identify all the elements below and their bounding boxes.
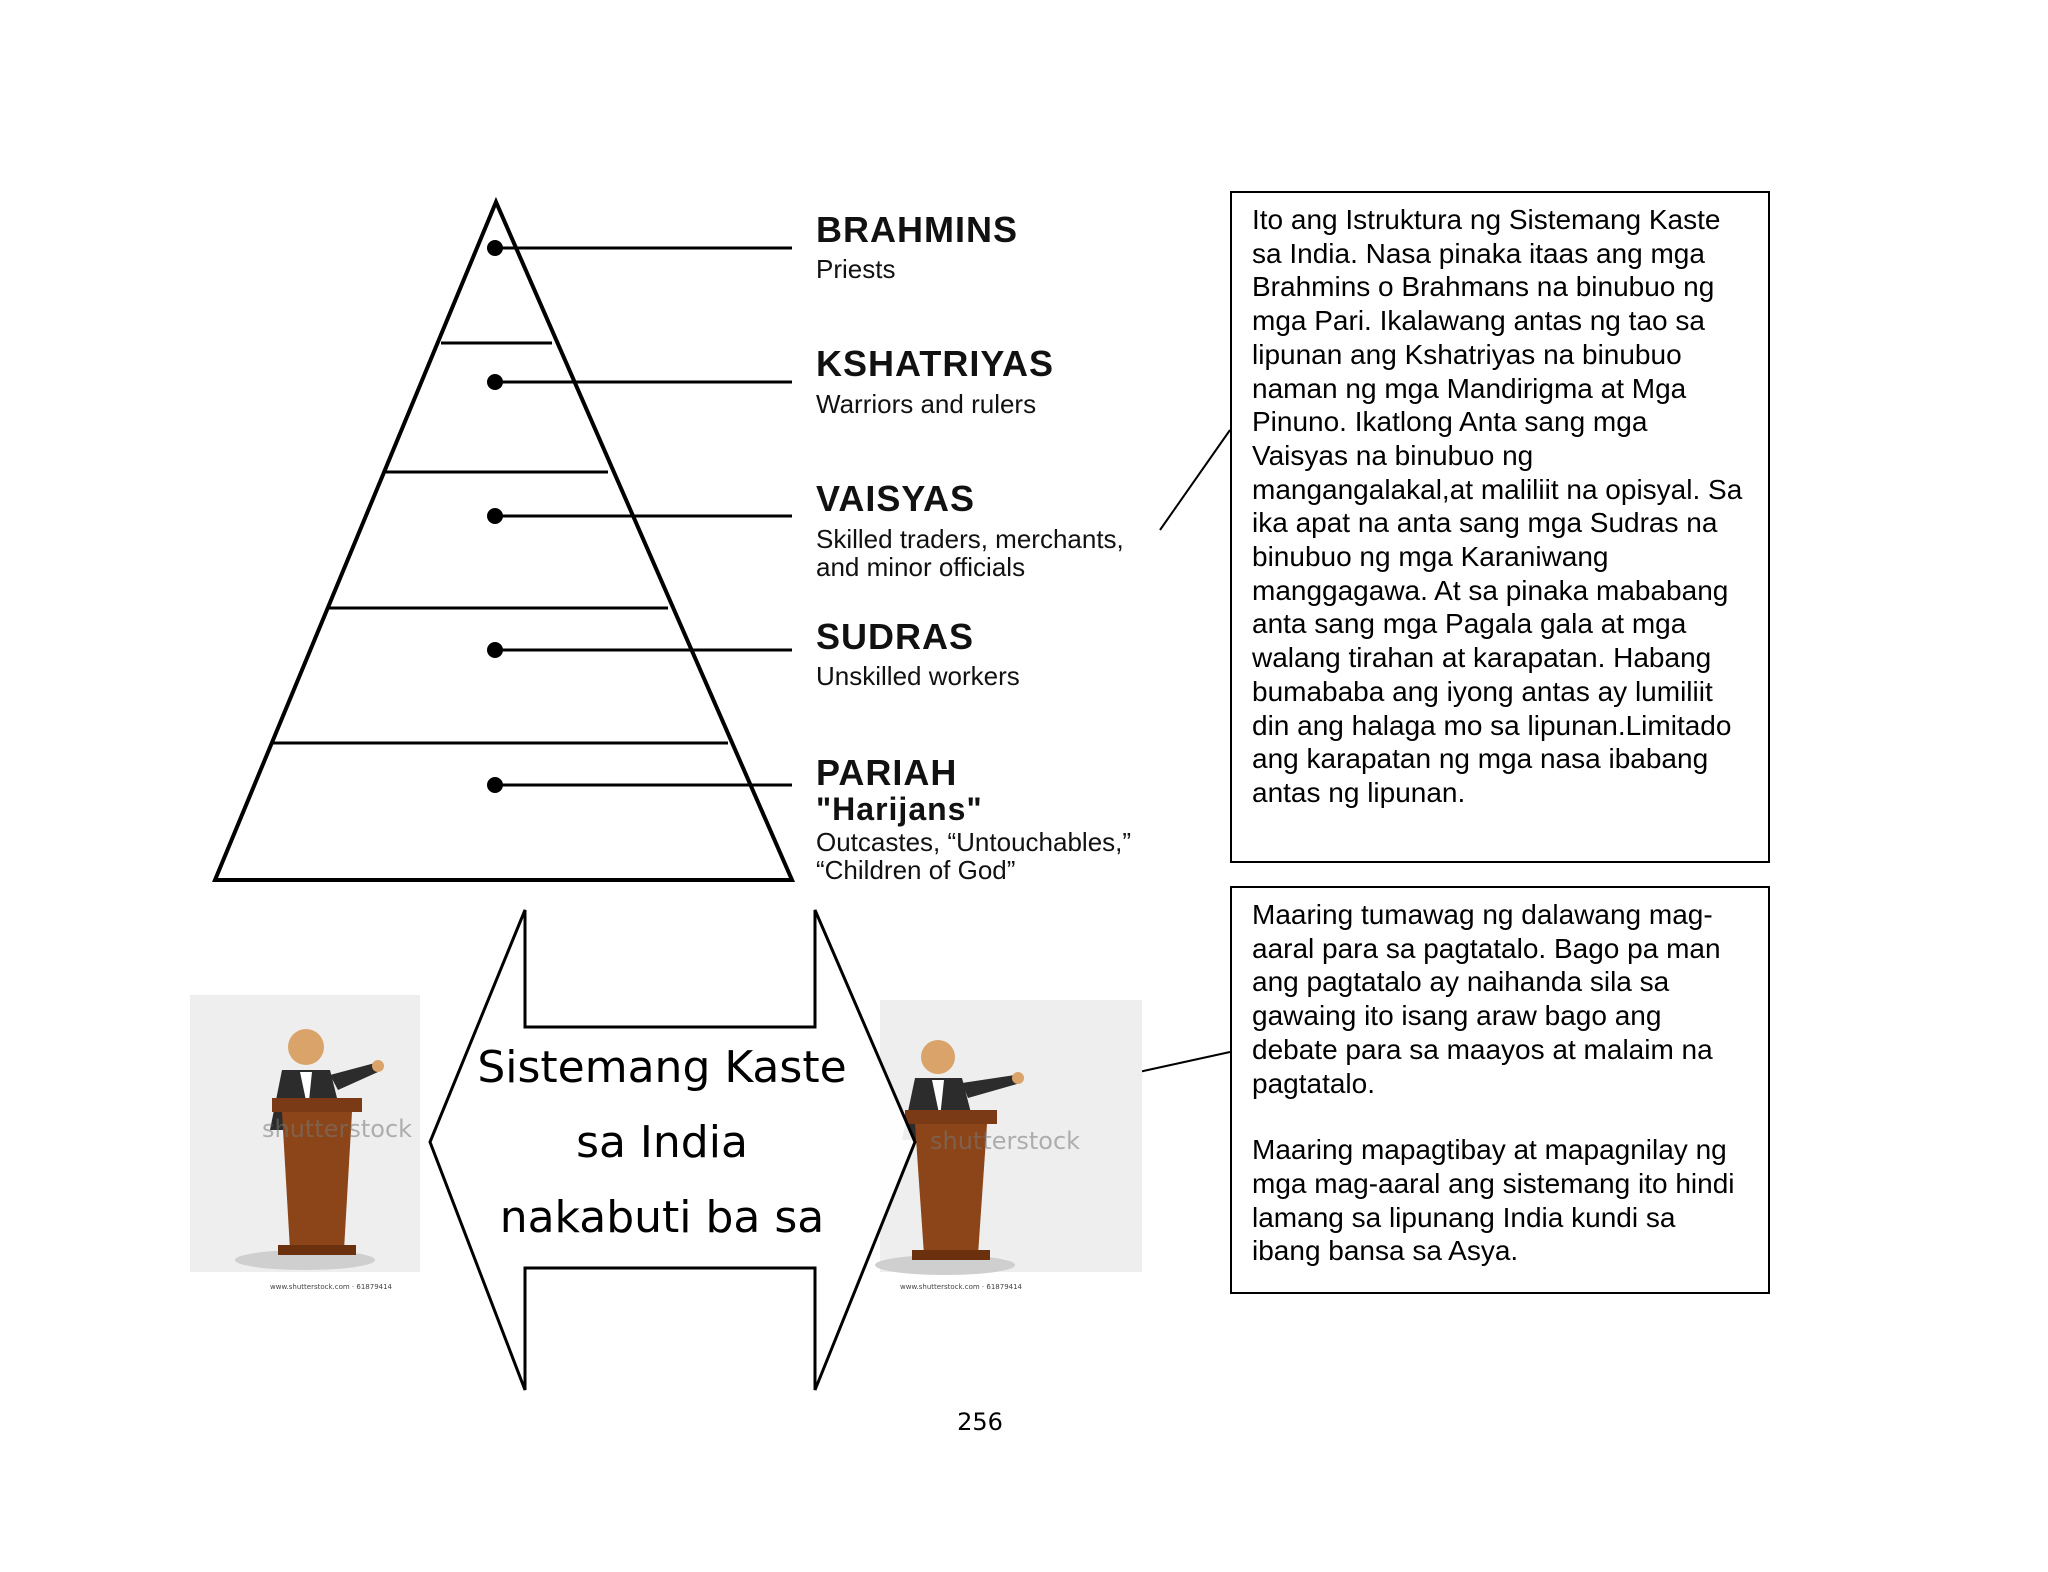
caste-alias-pariah: "Harijans" — [816, 791, 983, 827]
debate-instructions-box — [1230, 886, 1770, 1294]
speaker-left-watermark: shutterstock — [262, 1115, 413, 1143]
page-number: 256 — [957, 1408, 1003, 1436]
caste-description-vaisyas: Skilled traders, merchants, — [816, 524, 1124, 554]
explanation-text: Ito ang Istruktura ng Sistemang Kaste sa India. Nasa pinaka itaas ang mga Brahmins o Brahmans na binubuo ng mga Pari. Ikalawang antas ng tao sa lipunan ang Kshatriyas na binubuo naman ng mga Mandirigma at Mga Pinuno. Ikatlong Anta sang mga Vaisyas na binubuo ng mangangalakal,at maliliit na opisyal. Sa ika apat na anta sang mga Sudras na binubuo ng mga Karaniwang manggagawa. At sa pinaka mababang anta sang mga Pagala gala at mga walang tirahan at karapatan. Habang bumababa ang iyong antas ay lumiliit din ang halaga mo sa lipunan.Limitado ang karapatan ng mga nasa ibabang antas ng lipunan. — [1252, 204, 1743, 808]
caste-pointer-brahmins — [487, 240, 792, 256]
caste-description-vaisyas-line2: and minor officials — [816, 552, 1026, 582]
caste-name-vaisyas: VAISYAS — [816, 478, 976, 519]
caste-description-kshatriyas: Warriors and rulers — [816, 389, 1037, 419]
explanation-callout-line — [1160, 430, 1230, 530]
caste-description-pariah-line2: “Children of God” — [816, 855, 1016, 885]
caste-description-pariah: Outcastes, “Untouchables,” — [816, 827, 1132, 857]
caste-pyramid — [215, 202, 792, 880]
speaker-right-caption: www.shutterstock.com · 61879414 — [900, 1283, 1023, 1291]
debate-topic-line-2: sa India — [576, 1117, 748, 1168]
caste-name-sudras: SUDRAS — [816, 616, 975, 657]
caste-name-kshatriyas: KSHATRIYAS — [816, 343, 1055, 384]
debate-paragraph-1: Maaring tumawag ng dalawang mag-aaral para sa pagtatalo. Bago pa man ang pagtatalo ay naihanda sila sa gawaing ito isang araw bago ang debate para sa maayos at malaim na pagtatalo. — [1252, 899, 1721, 1099]
caste-name-pariah: PARIAH — [816, 752, 958, 793]
caste-name-brahmins: BRAHMINS — [816, 209, 1018, 250]
caste-description-brahmins: Priests — [816, 254, 896, 284]
speaker-left-caption: www.shutterstock.com · 61879414 — [270, 1283, 393, 1291]
debate-topic-line-3: nakabuti ba sa — [499, 1192, 825, 1243]
speaker-right-watermark: shutterstock — [930, 1127, 1081, 1155]
debate-paragraph-2: Maaring mapagtibay at mapagnilay ng mga mag-aaral ang sistemang ito hindi lamang sa lipunang India kundi sa ibang bansa sa Asya. — [1252, 1134, 1735, 1267]
debate-topic-line-1: Sistemang Kaste — [477, 1042, 847, 1093]
caste-description-sudras: Unskilled workers — [816, 661, 1020, 691]
explanation-box — [1230, 191, 1770, 863]
debate-topic — [452, 1030, 872, 1255]
